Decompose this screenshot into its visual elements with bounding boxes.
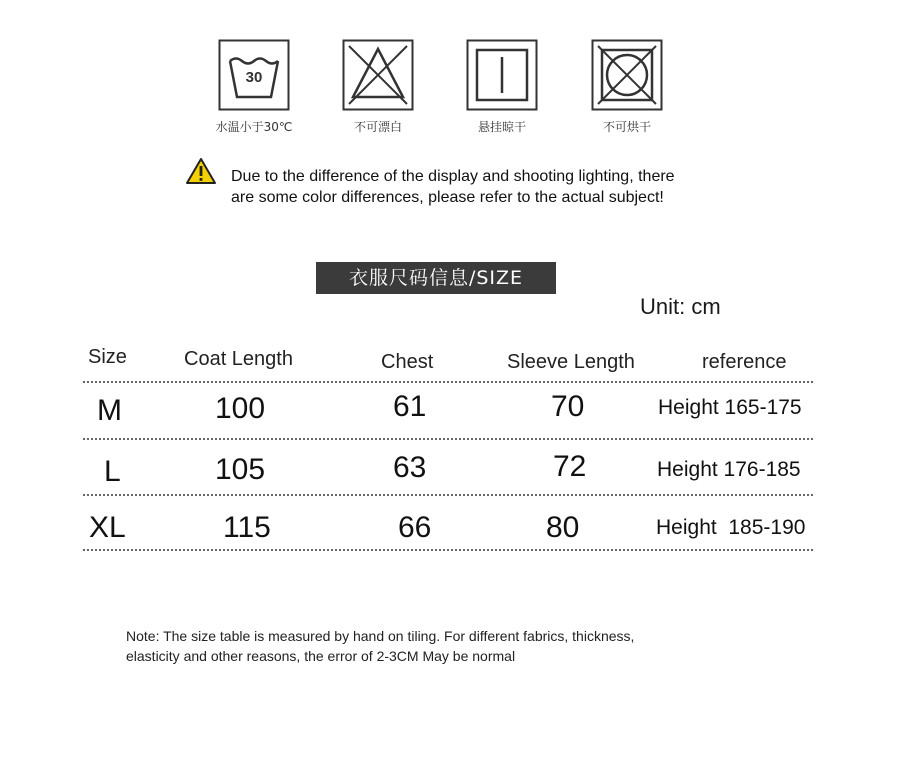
wash-30-icon: [218, 39, 290, 111]
row-m-chest: 61: [393, 390, 427, 423]
care-label-no-tumble-dry: 不可烘干: [602, 120, 651, 134]
header-coat-length: Coat Length: [184, 348, 293, 370]
disclaimer-line-2: are some color differences, please refer to the actual subject!: [231, 189, 664, 206]
row-l-coat-length: 105: [215, 453, 266, 486]
row-l-reference: Height 176-185: [657, 458, 801, 481]
header-reference: reference: [702, 351, 787, 373]
row-l-size: L: [104, 455, 121, 488]
table-divider: [83, 381, 813, 383]
row-m-coat-length: 100: [215, 392, 266, 425]
row-xl-coat-length: 115: [223, 511, 271, 544]
note-line-2: elasticity and other reasons, the error of 2-3CM May be normal: [126, 648, 516, 664]
hang-dry-icon: [466, 39, 538, 111]
row-l-chest: 63: [393, 451, 427, 484]
unit-label: Unit: cm: [640, 294, 721, 319]
table-divider: [83, 549, 813, 551]
row-m-sleeve: 70: [551, 390, 585, 423]
measurement-note: [126, 626, 766, 666]
care-label-no-bleach: 不可漂白: [353, 120, 402, 134]
row-xl-sleeve: 80: [546, 511, 580, 544]
row-l-sleeve: 72: [553, 450, 587, 483]
disclaimer-line-1: Due to the difference of the display and shooting lighting, there: [231, 168, 675, 185]
care-label-wash: 水温小于30℃: [215, 120, 293, 134]
row-xl-reference: Height 185-190: [656, 516, 806, 539]
header-size: Size: [88, 346, 127, 368]
header-sleeve-length: Sleeve Length: [507, 351, 635, 373]
row-m-reference: Height 165-175: [658, 396, 802, 419]
care-label-hang-dry: 悬挂晾干: [477, 120, 526, 134]
row-xl-chest: 66: [398, 511, 432, 544]
color-disclaimer: [231, 166, 791, 208]
size-chart-title: 衣服尺码信息/SIZE: [316, 262, 556, 294]
table-divider: [83, 494, 813, 496]
warning-triangle-icon: [185, 157, 217, 190]
note-line-1: Note: The size table is measured by hand on tiling. For different fabrics, thickness,: [126, 628, 635, 644]
header-chest: Chest: [381, 351, 434, 373]
row-m-size: M: [97, 394, 122, 427]
row-xl-size: XL: [89, 511, 126, 544]
no-bleach-icon: [342, 39, 414, 111]
no-tumble-dry-icon: [591, 39, 663, 111]
wash-temp-badge: 30: [245, 69, 263, 86]
table-divider: [83, 438, 813, 440]
